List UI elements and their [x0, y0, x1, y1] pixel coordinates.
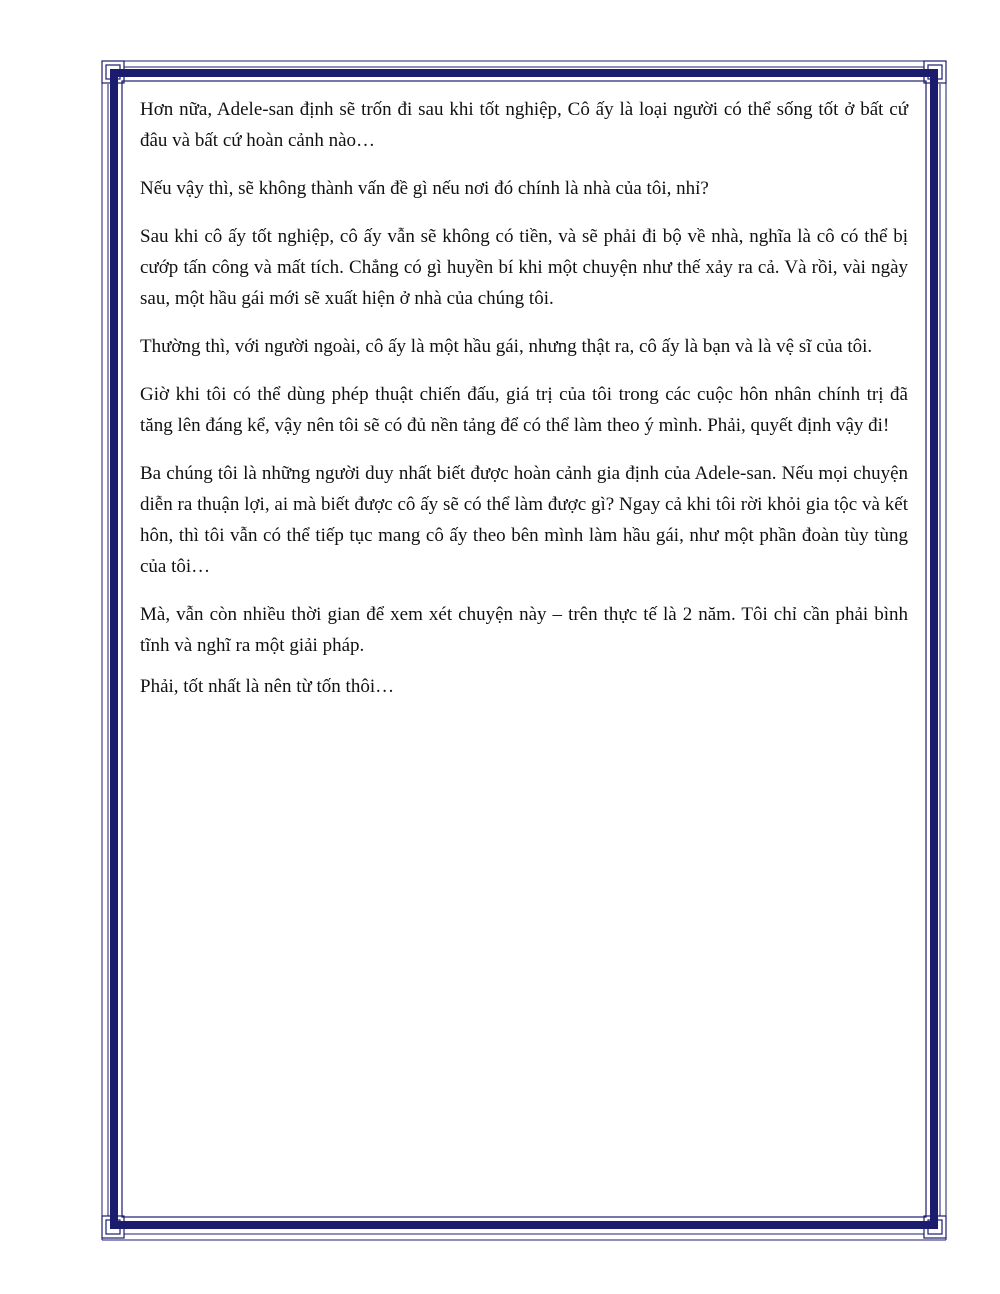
paragraph: Sau khi cô ấy tốt nghiệp, cô ấy vẫn sẽ không có tiền, và sẽ phải đi bộ về nhà, nghĩa là cô có thể bị cướp tấn công và mất tích. Chẳng có gì huyền bí khi một chuyện như thế xảy ra cả. Và rồi, vài ngày sau, một hầu gái mới sẽ xuất hiện ở nhà của chúng tôi. — [140, 226, 908, 309]
paragraph: Phải, tốt nhất là nên từ tốn thôi… — [140, 676, 395, 697]
paragraph: Giờ khi tôi có thể dùng phép thuật chiến đấu, giá trị của tôi trong các cuộc hôn nhân chính trị đã tăng lên đáng kể, vậy nên tôi sẽ có đủ nền tảng để có thể làm theo ý mình. Phải, quyết định vậy đi! — [140, 384, 908, 436]
paragraph: Thường thì, với người ngoài, cô ấy là một hầu gái, nhưng thật ra, cô ấy là bạn và là vệ sĩ của tôi. — [140, 336, 873, 357]
paragraph: Ba chúng tôi là những người duy nhất biết được hoàn cảnh gia định của Adele-san. Nếu mọi chuyện diễn ra thuận lợi, ai mà biết được cô ấy sẽ có thể làm được gì? Ngay cả khi tôi rời khỏi gia tộc và kết hôn, thì tôi vẫn có thể tiếp tục mang cô ấy theo bên mình làm hầu gái, như một phần đoàn tùy tùng của tôi… — [140, 463, 908, 577]
paragraph: Hơn nữa, Adele-san định sẽ trốn đi sau khi tốt nghiệp, Cô ấy là loại người có thể sống tốt ở bất cứ đâu và bất cứ hoàn cảnh nào… — [140, 99, 908, 151]
paragraph: Nếu vậy thì, sẽ không thành vấn đề gì nếu nơi đó chính là nhà của tôi, nhỉ? — [140, 178, 709, 199]
paragraph: Mà, vẫn còn nhiều thời gian để xem xét chuyện này – trên thực tế là 2 năm. Tôi chỉ cần phải bình tĩnh và nghĩ ra một giải pháp. — [140, 604, 908, 656]
document-body — [140, 94, 908, 719]
